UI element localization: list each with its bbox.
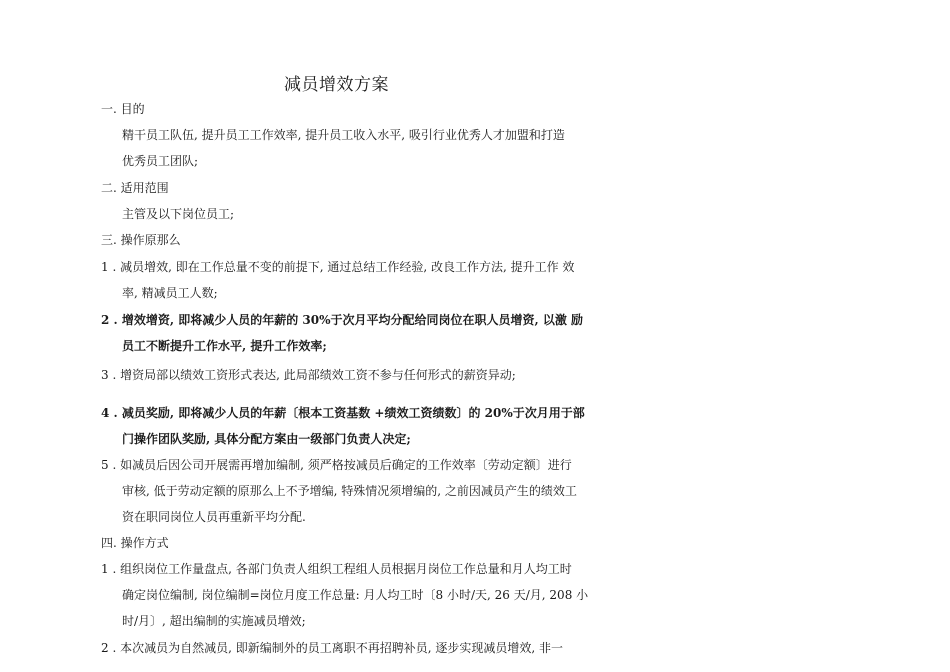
list-item-continuation: 时/月〕, 超出编制的实施减员增效; (122, 614, 306, 628)
list-item-continuation: 门操作团队奖励, 具体分配方案由一级部门负责人决定; (122, 432, 411, 446)
section-heading-purpose: 一. 目的 (101, 102, 145, 116)
list-item: 1 . 减员增效, 即在工作总量不变的前提下, 通过总结工作经验, 改良工作方法, 提升工作 效 (101, 260, 575, 274)
list-item: 3 . 增资局部以绩效工资形式表达, 此局部绩效工资不参与任何形式的薪资异动; (101, 368, 516, 382)
page-title: 减员增效方案 (284, 75, 389, 95)
section-heading-scope: 二. 适用范围 (101, 181, 169, 195)
list-item-continuation: 资在职同岗位人员再重新平均分配. (122, 510, 306, 524)
list-item-continuation: 率, 精减员工人数; (122, 286, 218, 300)
section-heading-principles: 三. 操作原那么 (101, 233, 181, 247)
list-item: 5 . 如减员后因公司开展需再增加编制, 须严格按减员后确定的工作效率〔劳动定额〕进行 (101, 458, 572, 472)
list-item: 2 . 增效增资, 即将减少人员的年薪的 30%于次月平均分配给同岗位在职人员增资, 以激 励 (101, 313, 584, 327)
list-item: 2 . 本次减员为自然减员, 即新编制外的员工离职不再招聘补员, 逐步实现减员增效, 非一 (101, 641, 563, 655)
list-item-continuation: 审核, 低于劳动定额的原那么上不予增编, 特殊情况须增编的, 之前因减员产生的绩效工 (122, 484, 577, 498)
section-heading-method: 四. 操作方式 (101, 536, 169, 550)
list-item-continuation: 员工不断提升工作水平, 提升工作效率; (122, 339, 327, 353)
list-item: 1 . 组织岗位工作量盘点, 各部门负责人组织工程组人员根据月岗位工作总量和月人均工时 (101, 562, 572, 576)
paragraph-line: 精干员工队伍, 提升员工工作效率, 提升员工收入水平, 吸引行业优秀人才加盟和打造 (122, 128, 565, 142)
list-item: 4 . 减员奖励, 即将减少人员的年薪〔根本工资基数 +绩效工资绩数〕的 20%于次月用于部 (101, 406, 585, 420)
list-item-continuation: 确定岗位编制, 岗位编制=岗位月度工作总量: 月人均工时〔8 小时/天, 26 天/月, 208 小 (122, 588, 589, 602)
paragraph-line: 主管及以下岗位员工; (122, 207, 235, 221)
paragraph-line: 优秀员工团队; (122, 154, 199, 168)
